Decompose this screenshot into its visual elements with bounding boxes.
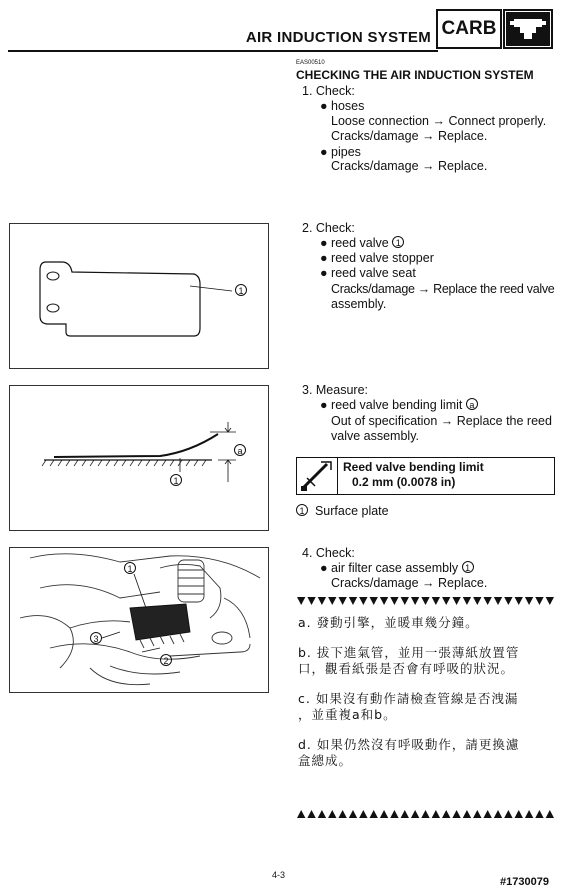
step-3-text: valve assembly.	[331, 429, 419, 443]
callout-1: 1	[170, 474, 182, 486]
air-filter-case-figure	[9, 547, 269, 693]
callout-a: a	[234, 444, 246, 456]
divider-triangle	[390, 597, 398, 605]
divider-triangle	[359, 597, 367, 605]
divider-triangle	[370, 597, 378, 605]
divider-triangle	[504, 597, 512, 605]
divider-triangle	[390, 810, 398, 818]
divider-triangle	[411, 597, 419, 605]
section-title: CHECKING THE AIR INDUCTION SYSTEM	[296, 68, 534, 82]
divider-triangle	[338, 810, 346, 818]
divider-triangle	[338, 597, 346, 605]
divider-triangle	[473, 597, 481, 605]
list-item: ● reed valve seat	[320, 266, 416, 280]
divider-triangle	[483, 810, 491, 818]
note-divider-top	[296, 593, 555, 603]
divider-triangle	[525, 597, 533, 605]
divider-triangle	[318, 597, 326, 605]
divider-triangle	[515, 810, 523, 818]
carburetor-icon	[503, 9, 553, 49]
reed-valve-figure	[9, 223, 269, 369]
divider-triangle	[349, 597, 357, 605]
bending-limit-figure	[9, 385, 269, 531]
step-2-text: Cracks/damage → Replace the reed valve	[331, 282, 555, 296]
page-header-title: AIR INDUCTION SYSTEM	[245, 29, 431, 46]
legend-item: 1 Surface plate	[296, 504, 389, 519]
divider-triangle	[473, 810, 481, 818]
spec-box	[296, 457, 555, 495]
list-item: ● hoses	[320, 99, 365, 113]
divider-triangle	[525, 810, 533, 818]
divider-triangle	[546, 597, 554, 605]
step-1-text: Cracks/damage → Replace.	[331, 159, 488, 173]
divider-triangle	[349, 810, 357, 818]
divider-triangle	[515, 597, 523, 605]
note-d-line2: 盒總成。	[298, 753, 353, 768]
divider-triangle	[328, 810, 336, 818]
list-item: ● reed valve 1	[320, 236, 404, 251]
page-number: 4-3	[272, 870, 286, 880]
divider-triangle	[307, 597, 315, 605]
section-badge: CARB	[436, 9, 502, 49]
step-2-label: 2. Check:	[302, 221, 355, 235]
step-1-text: Cracks/damage → Replace.	[331, 129, 488, 143]
callout-2: 2	[160, 654, 172, 666]
divider-triangle	[297, 810, 305, 818]
divider-triangle	[463, 597, 471, 605]
divider-triangle	[370, 810, 378, 818]
divider-triangle	[442, 597, 450, 605]
divider-triangle	[535, 810, 543, 818]
callout-1: 1	[124, 562, 136, 574]
note-d-line1: d. 如果仍然沒有呼吸動作，請更換濾	[298, 737, 520, 752]
step-4-text: Cracks/damage → Replace.	[331, 576, 488, 590]
step-3-text: Out of specification → Replace the reed	[331, 414, 552, 428]
step-2-text: assembly.	[331, 297, 387, 311]
list-item: ● reed valve stopper	[320, 251, 434, 265]
divider-triangle	[328, 597, 336, 605]
divider-triangle	[494, 597, 502, 605]
divider-triangle	[483, 597, 491, 605]
divider-triangle	[307, 810, 315, 818]
divider-triangle	[359, 810, 367, 818]
list-item: ● reed valve bending limit a	[320, 398, 478, 413]
spec-value: 0.2 mm (0.0078 in)	[352, 475, 456, 489]
callout-3: 3	[90, 632, 102, 644]
note-divider-bottom	[296, 806, 555, 816]
divider-triangle	[380, 597, 388, 605]
caliper-icon	[297, 458, 338, 494]
divider-triangle	[535, 597, 543, 605]
divider-triangle	[401, 597, 409, 605]
list-item: ● air filter case assembly 1	[320, 561, 474, 576]
document-id: #1730079	[500, 876, 549, 888]
note-a: a. 發動引擎，並暖車幾分鐘。	[298, 615, 479, 630]
step-4-label: 4. Check:	[302, 546, 355, 560]
divider-triangle	[380, 810, 388, 818]
spec-label: Reed valve bending limit	[343, 460, 484, 474]
divider-triangle	[504, 810, 512, 818]
divider-triangle	[452, 597, 460, 605]
divider-triangle	[546, 810, 554, 818]
divider-triangle	[432, 597, 440, 605]
note-b-line2: 口，觀看紙張是否會有呼吸的狀況。	[298, 661, 515, 676]
divider-triangle	[421, 810, 429, 818]
divider-triangle	[442, 810, 450, 818]
step-1-text: Loose connection → Connect properly.	[331, 114, 547, 128]
callout-1: 1	[235, 284, 247, 296]
divider-triangle	[401, 810, 409, 818]
header-rule	[8, 50, 438, 52]
divider-triangle	[297, 597, 305, 605]
section-code: EAS00510	[296, 60, 325, 66]
divider-triangle	[411, 810, 419, 818]
divider-triangle	[452, 810, 460, 818]
divider-triangle	[494, 810, 502, 818]
divider-triangle	[463, 810, 471, 818]
note-b-line1: b. 拔下進氣管，並用一張薄紙放置管	[298, 645, 520, 660]
note-c-line1: c. 如果沒有動作請檢查管線是否洩漏	[298, 691, 519, 706]
divider-triangle	[421, 597, 429, 605]
divider-triangle	[432, 810, 440, 818]
note-c-line2: ，並重複a和b。	[298, 707, 397, 722]
step-1-label: 1. Check:	[302, 84, 355, 98]
divider-triangle	[318, 810, 326, 818]
step-3-label: 3. Measure:	[302, 383, 369, 397]
list-item: ● pipes	[320, 145, 361, 159]
